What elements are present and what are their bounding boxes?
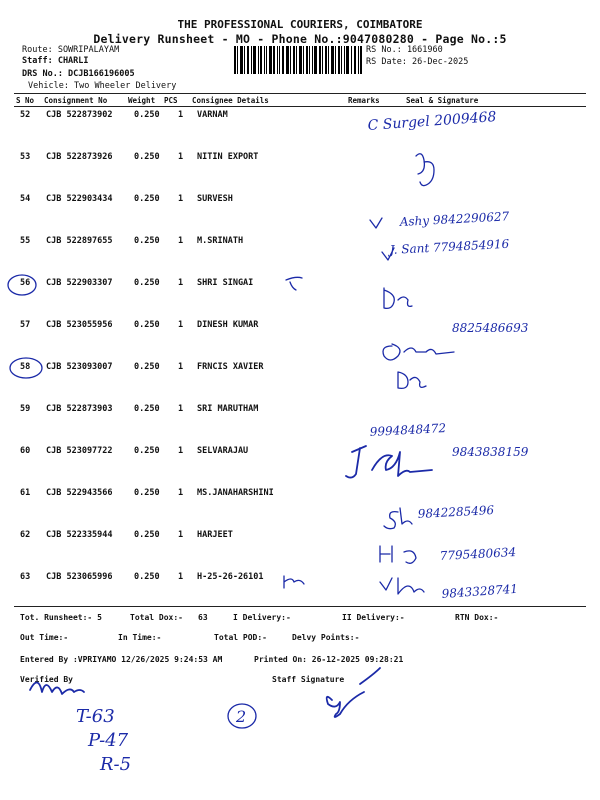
- row-consignment: CJB 522873926: [46, 152, 113, 162]
- row-pcs: 1: [178, 278, 184, 288]
- row-sno: 61: [20, 488, 31, 498]
- rs-date: RS Date: 26-Dec-2025: [366, 57, 469, 67]
- row-pcs: 1: [178, 404, 184, 414]
- header-bottom-rule: [14, 106, 586, 107]
- phone-row-61: 9842285496: [417, 503, 495, 521]
- row-consignment: CJB 523097722: [46, 446, 113, 456]
- row-consignee: M.SRINATH: [197, 236, 244, 246]
- row-sno: 62: [20, 530, 31, 540]
- tick-row-54: [370, 218, 382, 228]
- row-consignee: FRNCIS XAVIER: [197, 362, 264, 372]
- row-sno: 57: [20, 320, 31, 330]
- row-pcs: 1: [178, 110, 184, 120]
- row-consignee: MS.JANAHARSHINI: [197, 488, 274, 498]
- row-pcs: 1: [178, 320, 184, 330]
- ii-delivery: II Delivery:-: [342, 613, 405, 622]
- row-consignment: CJB 523093007: [46, 362, 113, 372]
- row-consignee: H-25-26-26101: [197, 572, 264, 582]
- row-pcs: 1: [178, 362, 184, 372]
- row-weight: 0.250: [134, 488, 160, 498]
- row-sno: 55: [20, 236, 31, 246]
- row-pcs: 1: [178, 446, 184, 456]
- row-sno: 59: [20, 404, 31, 414]
- total-dox-label: Total Dox:-: [130, 613, 183, 622]
- row-weight: 0.250: [134, 236, 160, 246]
- company-title: THE PROFESSIONAL COURIERS, COIMBATORE: [177, 18, 423, 31]
- barcode: [234, 46, 362, 74]
- tally-t: T-63: [76, 706, 115, 727]
- total-dox-value: 63: [198, 613, 208, 622]
- row-consignment: CJB 523065996: [46, 572, 113, 582]
- row-consignee: SHRI SINGAI: [197, 278, 254, 288]
- total-pod: Total POD:-: [214, 633, 267, 642]
- col-pcs: PCS: [164, 96, 178, 105]
- table-row: [0, 572, 600, 586]
- signature-row-61: [384, 508, 412, 529]
- row-weight: 0.250: [134, 320, 160, 330]
- signature-row-55b: J. Sant 7794854916: [389, 236, 510, 257]
- row-weight: 0.250: [134, 362, 160, 372]
- row-weight: 0.250: [134, 194, 160, 204]
- table-row: [0, 488, 600, 502]
- row-sno: 53: [20, 152, 31, 162]
- tally-p: P-47: [88, 730, 129, 751]
- table-row: [0, 320, 600, 334]
- verified-signature: [30, 682, 84, 694]
- row-consignee: HARJEET: [197, 530, 233, 540]
- runsheet-title: Delivery Runsheet - MO - Phone No.:9047080280 - Page No.:5: [93, 32, 507, 46]
- i-delivery: I Delivery:-: [233, 613, 291, 622]
- route-label: Route: SOWRIPALAYAM: [22, 45, 120, 55]
- table-row: [0, 110, 600, 124]
- header-top-rule: [14, 93, 586, 94]
- row-weight: 0.250: [134, 278, 160, 288]
- signature-row-55a: Ashy 9842290627: [399, 209, 510, 229]
- row-weight: 0.250: [134, 530, 160, 540]
- row-weight: 0.250: [134, 404, 160, 414]
- signature-row-57: [383, 344, 454, 360]
- row-consignment: CJB 522897655: [46, 236, 113, 246]
- row-consignee: VARNAM: [197, 110, 228, 120]
- table-row: [0, 278, 600, 292]
- circled-number-ring: [228, 704, 256, 728]
- tally-r: R-5: [100, 754, 132, 775]
- vehicle-label: Vehicle: Two Wheeler Delivery: [28, 81, 177, 91]
- signature-row-62: [380, 546, 416, 563]
- signature-row-52: C Surgel 2009468: [367, 109, 497, 134]
- table-row: [0, 446, 600, 460]
- row-sno: 60: [20, 446, 31, 456]
- table-row: [0, 152, 600, 166]
- row-weight: 0.250: [134, 446, 160, 456]
- col-consignment: Consignment No: [44, 96, 108, 105]
- phone-row-59: 9994848472: [369, 421, 447, 439]
- row-consignment: CJB 522903307: [46, 278, 113, 288]
- printed-on: Printed On: 26-12-2025 09:28:21: [254, 655, 404, 664]
- row-sno: 63: [20, 572, 31, 582]
- entered-by: Entered By :VPRIYAMO 12/26/2025 9:24:53 AM: [20, 655, 223, 664]
- circled-number: 2: [236, 707, 247, 726]
- row-consignment: CJB 523055956: [46, 320, 113, 330]
- row-pcs: 1: [178, 530, 184, 540]
- row-weight: 0.250: [134, 152, 160, 162]
- tot-runsheet: Tot. Runsheet:- 5: [20, 613, 102, 622]
- col-seal-signature: Seal & Signature: [406, 96, 479, 105]
- row-consignee: SELVARAJAU: [197, 446, 249, 456]
- rs-number: RS No.: 1661960: [366, 45, 443, 55]
- row-pcs: 1: [178, 488, 184, 498]
- verified-by: Verified By: [20, 675, 73, 684]
- phone-row-57: 8825486693: [452, 321, 529, 335]
- row-sno: 54: [20, 194, 31, 204]
- phone-row-62: 7795480634: [439, 545, 517, 563]
- rtn-dox: RTN Dox:-: [455, 613, 499, 622]
- row-pcs: 1: [178, 194, 184, 204]
- col-consignee: Consignee Details: [192, 96, 269, 105]
- row-consignee: DINESH KUMAR: [197, 320, 259, 330]
- row-weight: 0.250: [134, 572, 160, 582]
- row-pcs: 1: [178, 152, 184, 162]
- row-sno: 56: [20, 278, 31, 288]
- delvy-points: Delvy Points:-: [292, 633, 360, 642]
- row-consignment: CJB 522335944: [46, 530, 113, 540]
- phone-row-63: 9843328741: [441, 581, 519, 601]
- row-consignee: SURVESH: [197, 194, 233, 204]
- row-pcs: 1: [178, 236, 184, 246]
- table-row: [0, 362, 600, 376]
- row-sno: 58: [20, 362, 31, 372]
- row-consignment: CJB 522873903: [46, 404, 113, 414]
- table-row: [0, 530, 600, 544]
- staff-label: Staff: CHARLI: [22, 56, 89, 66]
- table-row: [0, 236, 600, 250]
- out-time: Out Time:-: [20, 633, 69, 642]
- footer-rule: [14, 606, 586, 607]
- row-weight: 0.250: [134, 110, 160, 120]
- row-consignee: NITIN EXPORT: [197, 152, 259, 162]
- phone-row-60: 9843838159: [452, 445, 529, 459]
- row-consignment: CJB 522943566: [46, 488, 113, 498]
- drs-number: DRS No.: DCJB166196005: [22, 69, 135, 79]
- col-weight: Weight: [128, 96, 156, 105]
- col-sno: S No: [16, 96, 35, 105]
- staff-signature-label: Staff Signature: [272, 675, 345, 684]
- row-consignment: CJB 522903434: [46, 194, 113, 204]
- table-row: [0, 404, 600, 418]
- col-remarks: Remarks: [348, 96, 380, 105]
- table-row: [0, 194, 600, 208]
- row-pcs: 1: [178, 572, 184, 582]
- row-sno: 52: [20, 110, 31, 120]
- row-consignee: SRI MARUTHAM: [197, 404, 259, 414]
- row-consignment: CJB 522873902: [46, 110, 113, 120]
- in-time: In Time:-: [118, 633, 162, 642]
